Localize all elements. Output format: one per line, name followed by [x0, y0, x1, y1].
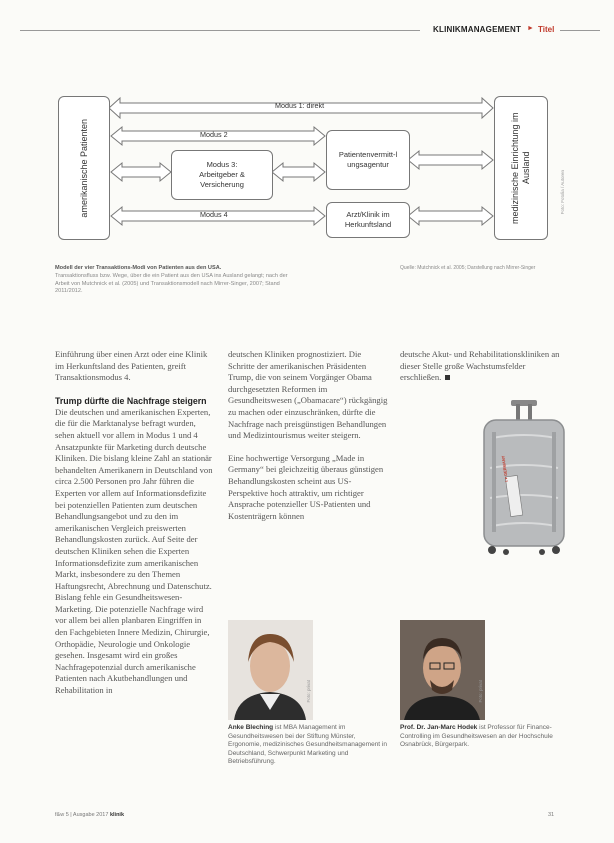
author-1-desc: ist MBA Management im Gesundheitswesen bei der Stiftung Münster, Ergonomie, medizinisches Gesundheitsmanagement in Deutschland, Schwerpunkt Marketing und Betriebsführung. [228, 724, 387, 766]
box-foreign-facility: medizinische Einrichtung im Ausland [494, 96, 548, 240]
arrow-home-clinic [408, 207, 493, 225]
header-section: KLINIKMANAGEMENT [433, 25, 522, 34]
box-home-doctor: Arzt/Klinik im Herkunftsland [326, 202, 410, 238]
column-3 [400, 349, 565, 384]
author-2-credit: Foto: privat [478, 680, 483, 703]
suitcase-image [478, 398, 570, 558]
suitcase-tag: I ♥ GERMANY [500, 455, 509, 482]
arrow-modus-3-right [272, 163, 325, 181]
label-modus-4: Modus 4 [200, 210, 228, 219]
arrow-agency-clinic [408, 151, 493, 169]
diagram-credit: Foto: Fotolia / Autoren [560, 170, 565, 215]
column-2 [228, 349, 390, 522]
section-heading: Trump dürfte die Nachfrage steigern [55, 395, 207, 406]
author-2-caption [400, 724, 565, 750]
author-2-photo [400, 620, 485, 720]
author-2-name: Prof. Dr. Jan-Marc Hodek [400, 724, 478, 731]
figure-source: Quelle: Mutchnick et al. 2005; Darstellung nach Mirrer-Singer [400, 265, 536, 271]
author-1-name: Anke Bleching [228, 724, 274, 731]
author-1-credit: Foto: privat [306, 680, 311, 703]
box-american-patients: amerikanische Patienten [58, 96, 110, 240]
col2-p1: deutschen Kliniken prognostiziert. Die Schritte der amerikanischen Präsidenten Trump, die von seinem Vorgänger Obama durchgesetzten Reformen im Gesundheitswesen („Obamacare“) rückgängig zu machen oder einzuschränken, dürfte die Nachfrage nach preisgünstigen Behandlungen und Medizintourismus weiter steigern. [228, 349, 388, 441]
author-2-desc: ist Professor für Finance-Controlling im Gesundheitswesen an der Hochschule Osnabrück, Bürgerpark. [400, 724, 553, 749]
author-1-caption [228, 724, 388, 767]
figure-caption-body: Transaktionsfluss bzw. Wege, über die ein Patient aus den USA ins Ausland gelangt; nach der Arbeit von Mutchnick et al. (2005) und Transaktionsmodell nach Mirrer-Singer, 2007; Stand 2011/2012. [55, 273, 288, 294]
col2-p2: Eine hochwertige Versorgung „Made in Germany“ bei gleichzeitig überaus günstigen Behandlungskosten scheint aus US-Perspektive hoch attraktiv, um richtiger Ansprache potenzieller US-Patienten und Kostenträgern können [228, 452, 384, 521]
label-modus-2: Modus 2 [200, 130, 228, 139]
end-mark [445, 375, 450, 380]
footer-page: 31 [548, 812, 555, 818]
col1-body: Die deutschen und amerikanischen Experten, die für die Marktanalyse befragt wurden, sehen aktuell vor allem in Modus 1 und 4 Ansatzpunkte für Marketing durch deutsche Kliniken. Die bislang kleine Zahl an stationär behandelten Amerikanern in Deutschland von circa 2.500 Personen pro Jahr führen die Experten vor allem auf Informationsdefizite bei potenziellen Patienten zum deutschen Behandlungsangebot und zu den im amerikanischen Vergleich preiswerten Behandlungskosten zurück. Auf Seite der deutschen Kliniken sehen die Experten Informationsdefizite zum amerikanischen Markt, insbesondere zu den Themen Haftungsrecht, Abrechnung und Datenschutz. Bislang fehle ein Gesundheitswesen-Marketing. Die potenzielle Nachfrage wird vor allem bei allen planbaren Eingriffen in den Fachgebieten Innere Medizin, Chirurgie, Orthopädie, Neurologie und Onkologie gesehen. Insgesamt wird ein großes Nachfragepotenzial durch amerikanische Patienten nach Akutbehandlungen und Rehabilitation in [55, 406, 213, 696]
author-1-photo [228, 620, 313, 720]
header-arrow: ► [527, 25, 534, 32]
figure-caption-title: Modell der vier Transaktions-Modi von Patienten aus den USA. [55, 265, 222, 271]
footer-issue: f&w 5 | Ausgabe 2017 klinik [55, 812, 125, 818]
box-modus-3: Modus 3: Arbeitgeber & Versicherung [171, 150, 273, 200]
arrow-modus-3-left [111, 163, 171, 181]
header-subsection: Titel [538, 25, 555, 34]
footer-brand: klinik [109, 812, 125, 818]
col3-text: deutsche Akut- und Rehabilitationskliniken an dieser Stelle große Wachstumsfelder erschließen. [400, 349, 560, 383]
col1-intro: Einführung über einen Arzt oder eine Klinik im Herkunftsland des Patienten, greift Transaktionsmodus 4. [55, 349, 208, 383]
column-1 [55, 349, 215, 762]
label-modus-1: Modus 1: direkt [275, 101, 325, 110]
box-agency: Patientenvermitt-lungsagentur [326, 130, 410, 190]
